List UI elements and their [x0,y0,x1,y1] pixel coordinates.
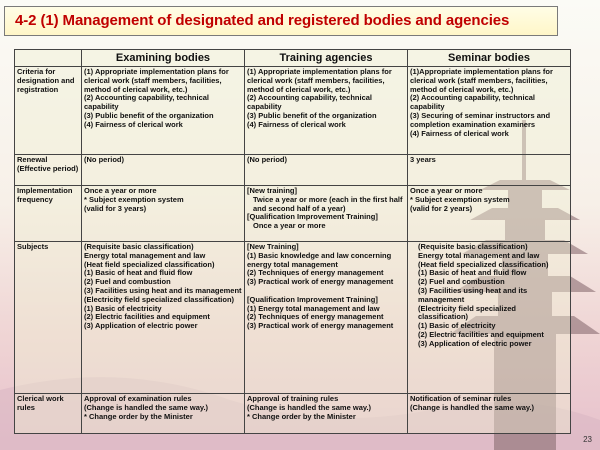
cell-line: (1) Appropriate implementation plans for clerical work (staff members, facilities, method of clerical work, etc.) [247,67,392,94]
cell-line: 3 years [410,155,436,164]
cell-line: (3) Practical work of energy management [247,321,394,331]
cell-line: (4) Fairness of clerical work [247,119,346,129]
table-cell [245,67,408,155]
cell-line: (valid for 3 years) [84,203,147,213]
cell-line: (2) Accounting capability, technical capability [410,93,536,112]
cell-line: (1) Basic of heat and fluid flow [418,268,527,278]
cell-line: (Electricity field specialized classification) [84,294,235,304]
cell-line: * Subject exemption system [410,194,510,204]
cell-line: (3) Securing of seminar instructors and completion examination examiners [410,110,551,129]
title-banner [4,6,558,36]
table-cell [408,242,571,394]
cell-line: Once a year or more [84,186,157,195]
cell-line: [New Training] [247,242,299,251]
cell-line: (4) Fairness of clerical work [84,119,183,129]
cell-line: (Heat field specialized classification) [418,259,549,269]
cell-line: * Change order by the Minister [247,411,356,421]
row-label: Implementation frequency [15,186,82,242]
cell-line: (3) Facilities using heat and its management [84,285,242,295]
cell-line: (4) Fairness of clerical work [410,128,509,138]
cell-line: * Subject exemption system [84,194,184,204]
cell-line: Approval of training rules [247,394,339,403]
comparison-table [14,49,571,434]
cell-line: (1) Basic of heat and fluid flow [84,268,193,278]
table-cell [408,394,571,434]
cell-line: Approval of examination rules [84,394,192,403]
cell-line: (1)Appropriate implementation plans for clerical work (staff members, facilities, method of clerical work, etc.) [410,67,553,94]
table-cell [82,67,245,155]
cell-line: (No period) [247,155,287,164]
slide-title: 4-2 (1) Management of designated and registered bodies and agencies [15,12,510,29]
table-row [15,155,571,186]
cell-line: (Requisite basic classification) [84,242,194,251]
cell-line: Energy total management and law [84,250,206,260]
table-row [15,67,571,155]
cell-line: (2) Electric facilities and equipment [418,329,544,339]
cell-line: (1) Basic of electricity [84,303,162,313]
cell-line: (2) Techniques of energy management [247,268,384,278]
cell-line: Once a year or more [410,186,483,195]
cell-line: (2) Fuel and combustion [84,277,171,287]
cell-line: [New training] [247,186,297,195]
row-label: Criteria for designation and registration [15,67,82,155]
corner-cell [15,50,82,67]
cell-line: Twice a year or more (each in the first half and second half of a year) [253,194,403,213]
table-cell [245,394,408,434]
column-header: Examining bodies [82,50,245,67]
row-label: Clerical work rules [15,394,82,434]
cell-line: (3) Application of electric power [84,321,198,331]
table-cell [82,155,245,186]
cell-line: Energy total management and law [418,250,540,260]
column-header: Seminar bodies [408,50,571,67]
cell-line: (2) Accounting capability, technical capability [84,93,210,112]
cell-line: (Requisite basic classification) [418,242,528,251]
cell-line: (1) Basic knowledge and law concerning energy total management [247,250,392,269]
cell-line: Once a year or more [253,221,326,231]
table-row [15,242,571,394]
row-label: Subjects [15,242,82,394]
cell-line: (2) Accounting capability, technical capability [247,93,373,112]
cell-line: (Change is handled the same way.) [247,402,372,412]
table-cell [245,186,408,242]
cell-line: (3) Public benefit of the organization [247,110,377,120]
cell-line: Notification of seminar rules [410,394,512,403]
cell-line: [Qualification Improvement Training] [247,294,378,304]
cell-line: (1) Basic of electricity [418,321,496,331]
table-cell [82,242,245,394]
table-row [15,394,571,434]
row-label: Renewal (Effective period) [15,155,82,186]
table-row [15,186,571,242]
cell-line: (3) Facilities using heat and its management [418,285,528,304]
cell-line: (1) Appropriate implementation plans for clerical work (staff members, facilities, method of clerical work, etc.) [84,67,229,94]
cell-line: (3) Application of electric power [418,338,532,348]
cell-line: (1) Energy total management and law [247,303,380,313]
cell-line: (valid for 2 years) [410,203,473,213]
cell-line: (Electricity field specialized classification) [418,303,516,322]
table-cell [408,186,571,242]
table-cell [82,186,245,242]
page-number: 23 [583,435,592,444]
table-cell [408,67,571,155]
cell-line: (3) Public benefit of the organization [84,110,214,120]
cell-line: (Heat field specialized classification) [84,259,215,269]
cell-line: (2) Techniques of energy management [247,312,384,322]
cell-line: (Change is handled the same way.) [84,402,209,412]
table-cell [245,242,408,394]
cell-line: (Change is handled the same way.) [410,402,535,412]
cell-line: (No period) [84,155,124,164]
column-header: Training agencies [245,50,408,67]
cell-line: (3) Practical work of energy management [247,277,394,287]
cell-line: (2) Fuel and combustion [418,277,505,287]
cell-line: (2) Electric facilities and equipment [84,312,210,322]
table-cell [82,394,245,434]
table-cell [408,155,571,186]
cell-line: * Change order by the Minister [84,411,193,421]
table-cell [245,155,408,186]
header-row [15,50,571,67]
cell-line: [Qualification Improvement Training] [247,212,378,222]
